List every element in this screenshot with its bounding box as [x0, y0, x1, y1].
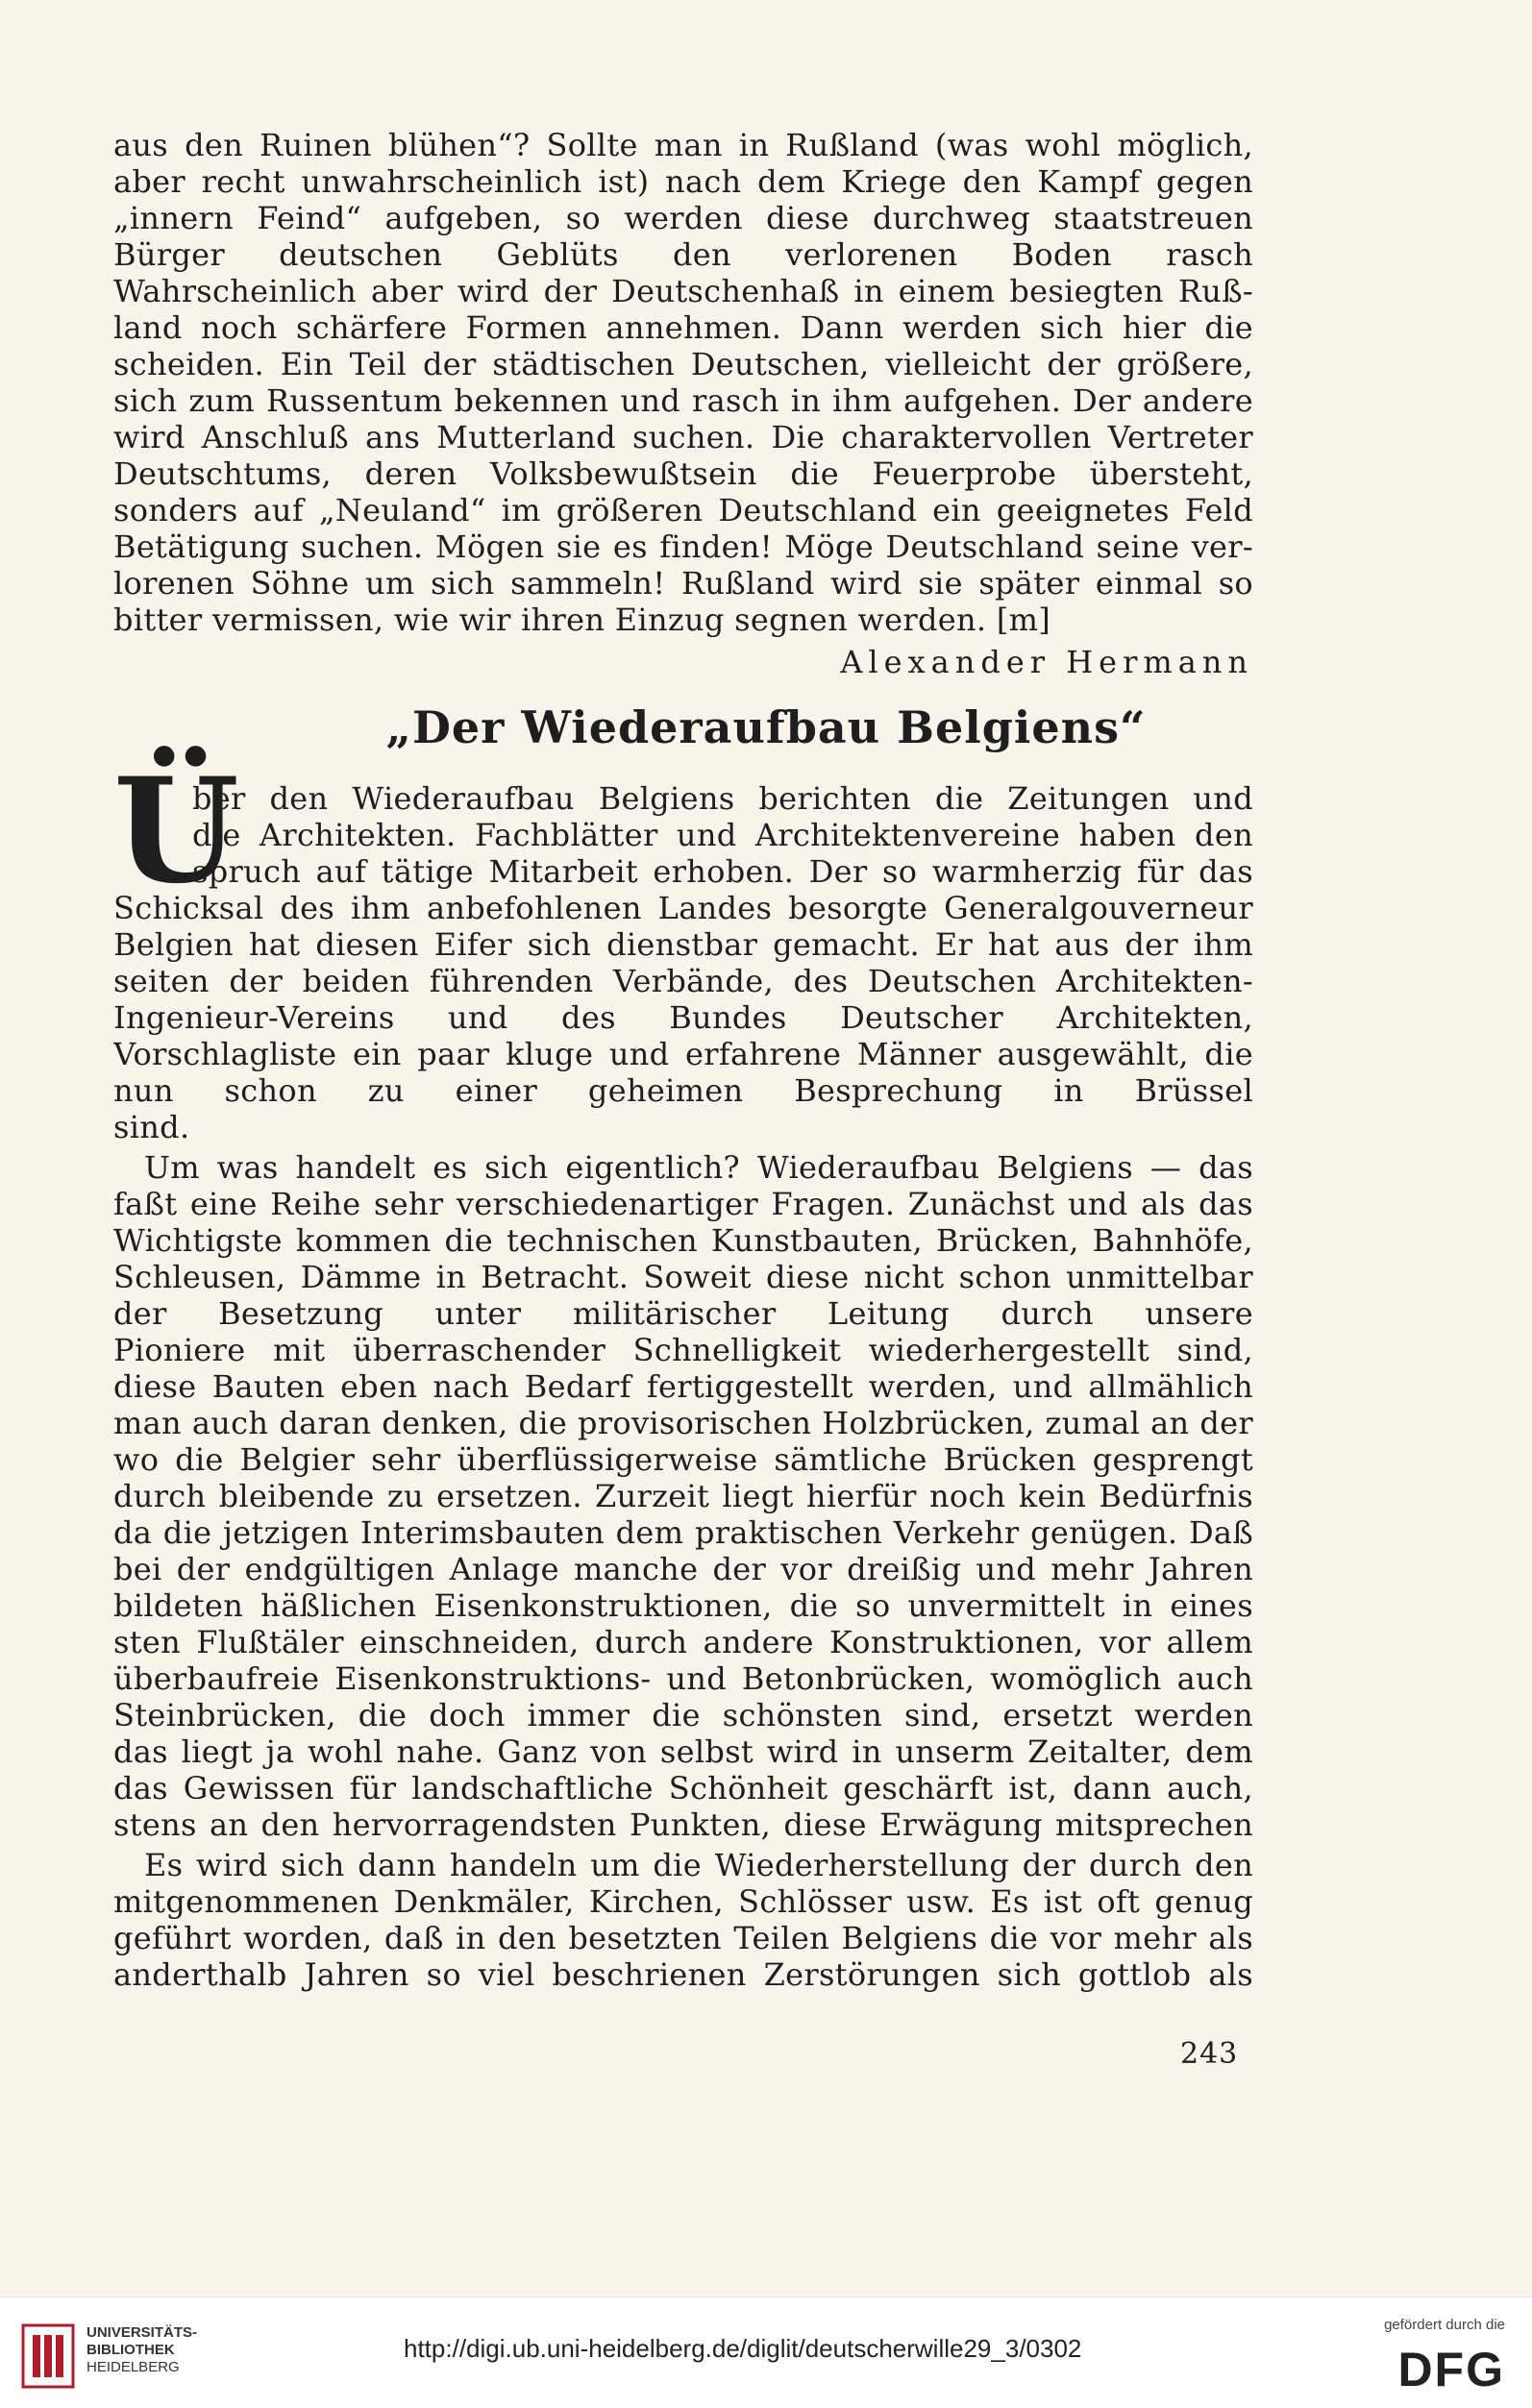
- author-signature: Alexander Hermann: [840, 644, 1253, 680]
- text-line: sonders auf „Neuland“ im größeren Deutschland ein geeignetes Feld: [113, 492, 1253, 528]
- text-line: spruch auf tätige Mitarbeit erhoben. Der so warmherzig für das: [192, 853, 1253, 890]
- text-line: lorenen Söhne um sich sammeln! Rußland wird sie später einmal so: [113, 565, 1253, 602]
- text-line: das Gewissen für landschaftliche Schönheit geschärft ist, dann auch,: [113, 1770, 1253, 1806]
- text-line: ber den Wiederaufbau Belgiens berichten die Zeitungen und: [192, 780, 1253, 817]
- text-line: wird Anschluß ans Mutterland suchen. Die charaktervollen Vertreter: [113, 419, 1253, 455]
- text-line: Vorschlagliste ein paar kluge und erfahrene Männer ausgewählt, die: [113, 1036, 1253, 1072]
- text-line: Schleusen, Dämme in Betracht. Soweit diese nicht schon unmittelbar: [113, 1259, 1253, 1295]
- text-line: sich zum Russentum bekennen und rasch in ihm aufgehen. Der andere: [113, 382, 1253, 419]
- text-line: aber recht unwahrscheinlich ist) nach dem Kriege den Kampf gegen: [113, 163, 1253, 200]
- text-line: die Architekten. Fachblätter und Architektenvereine haben den: [192, 817, 1253, 853]
- dfg-logo: DFG: [1397, 2343, 1505, 2396]
- text-line: „innern Feind“ aufgeben, so werden diese durchweg staatstreuen: [113, 200, 1253, 236]
- text-line: stens an den hervorragendsten Punkten, diese Erwägung mitsprechen: [113, 1806, 1253, 1843]
- text-line: aus den Ruinen blühen“? Sollte man in Rußland (was wohl möglich,: [113, 127, 1253, 163]
- text-line: Steinbrücken, die doch immer die schönsten sind, ersetzt werden: [113, 1697, 1253, 1733]
- text-line: Es wird sich dann handeln um die Wiederherstellung der durch den: [144, 1847, 1253, 1883]
- text-line: da die jetzigen Interimsbauten dem praktischen Verkehr genügen. Daß: [113, 1514, 1253, 1551]
- text-line: bei der endgültigen Anlage manche der vor dreißig und mehr Jahren: [113, 1551, 1253, 1587]
- text-line: Wichtigste kommen die technischen Kunstbauten, Brücken, Bahnhöfe,: [113, 1222, 1253, 1259]
- article-title: „Der Wiederaufbau Belgiens“: [385, 701, 1147, 753]
- page-number: 243: [1180, 2037, 1239, 2071]
- text-line: mitgenommenen Denkmäler, Kirchen, Schlösser usw. Es ist oft genug: [113, 1883, 1253, 1920]
- library-name: UNIVERSITÄTS- BIBLIOTHEK HEIDELBERG: [86, 2324, 198, 2375]
- text-line: durch bleibende zu ersetzen. Zurzeit liegt hierfür noch kein Bedürfnis: [113, 1478, 1253, 1514]
- text-line: geführt worden, daß in den besetzten Teilen Belgiens die vor mehr als: [113, 1920, 1253, 1956]
- text-line: wo die Belgier sehr überflüssigerweise sämtliche Brücken gesprengt: [113, 1441, 1253, 1478]
- text-line: Um was handelt es sich eigentlich? Wiederaufbau Belgiens — das: [144, 1149, 1253, 1186]
- text-line: scheiden. Ein Teil der städtischen Deutschen, vielleicht der größere,: [113, 346, 1253, 382]
- footer-bar: [0, 2297, 1532, 2408]
- text-line: Bürger deutschen Geblüts den verlorenen Boden rasch: [113, 236, 1253, 273]
- text-line: Deutschtums, deren Volksbewußtsein die Feuerprobe übersteht,: [113, 455, 1253, 492]
- text-line: land noch schärfere Formen annehmen. Dann werden sich hier die: [113, 309, 1253, 346]
- university-library-logo-icon: [19, 2322, 77, 2391]
- text-line: sten Flußtäler einschneiden, durch andere Konstruktionen, vor allem: [113, 1624, 1253, 1660]
- drop-cap: Ü: [113, 747, 239, 916]
- text-line: Betätigung suchen. Mögen sie es finden! Möge Deutschland seine ver-: [113, 528, 1253, 565]
- text-line: seiten der beiden führenden Verbände, des Deutschen Architekten-: [113, 963, 1253, 999]
- text-line: Schicksal des ihm anbefohlenen Landes besorgte Generalgouverneur: [113, 890, 1253, 926]
- text-line: bildeten häßlichen Eisenkonstruktionen, die so unvermittelt in eines: [113, 1587, 1253, 1624]
- text-line: anderthalb Jahren so viel beschrienen Zerstörungen sich gottlob als: [113, 1956, 1253, 1993]
- text-line: sind.: [113, 1109, 190, 1145]
- text-line: Pioniere mit überraschender Schnelligkeit wiederhergestellt sind,: [113, 1332, 1253, 1368]
- text-line: Belgien hat diesen Eifer sich dienstbar gemacht. Er hat aus der ihm: [113, 926, 1253, 963]
- text-line: das liegt ja wohl nahe. Ganz von selbst wird in unserm Zeitalter, dem: [113, 1733, 1253, 1770]
- text-line: man auch daran denken, die provisorischen Holzbrücken, zumal an der: [113, 1405, 1253, 1441]
- text-line: der Besetzung unter militärischer Leitung durch unsere: [113, 1295, 1253, 1332]
- text-line: diese Bauten eben nach Bedarf fertiggestellt werden, und allmählich: [113, 1368, 1253, 1405]
- text-line: bitter vermissen, wie wir ihren Einzug segnen werden. [m]: [113, 602, 1051, 638]
- text-line: faßt eine Reihe sehr verschiedenartiger Fragen. Zunächst und als das: [113, 1186, 1253, 1222]
- funding-caption: gefördert durch die: [1384, 2317, 1505, 2333]
- text-line: nun schon zu einer geheimen Besprechung in Brüssel: [113, 1072, 1253, 1109]
- text-line: überbaufreie Eisenkonstruktions- und Betonbrücken, womöglich auch: [113, 1660, 1253, 1697]
- text-line: Wahrscheinlich aber wird der Deutschenhaß in einem besiegten Ruß-: [113, 273, 1253, 309]
- source-url[interactable]: http://digi.ub.uni-heidelberg.de/diglit/deutscherwille29_3/0302: [404, 2334, 1082, 2363]
- text-line: Ingenieur-Vereins und des Bundes Deutscher Architekten,: [113, 999, 1253, 1036]
